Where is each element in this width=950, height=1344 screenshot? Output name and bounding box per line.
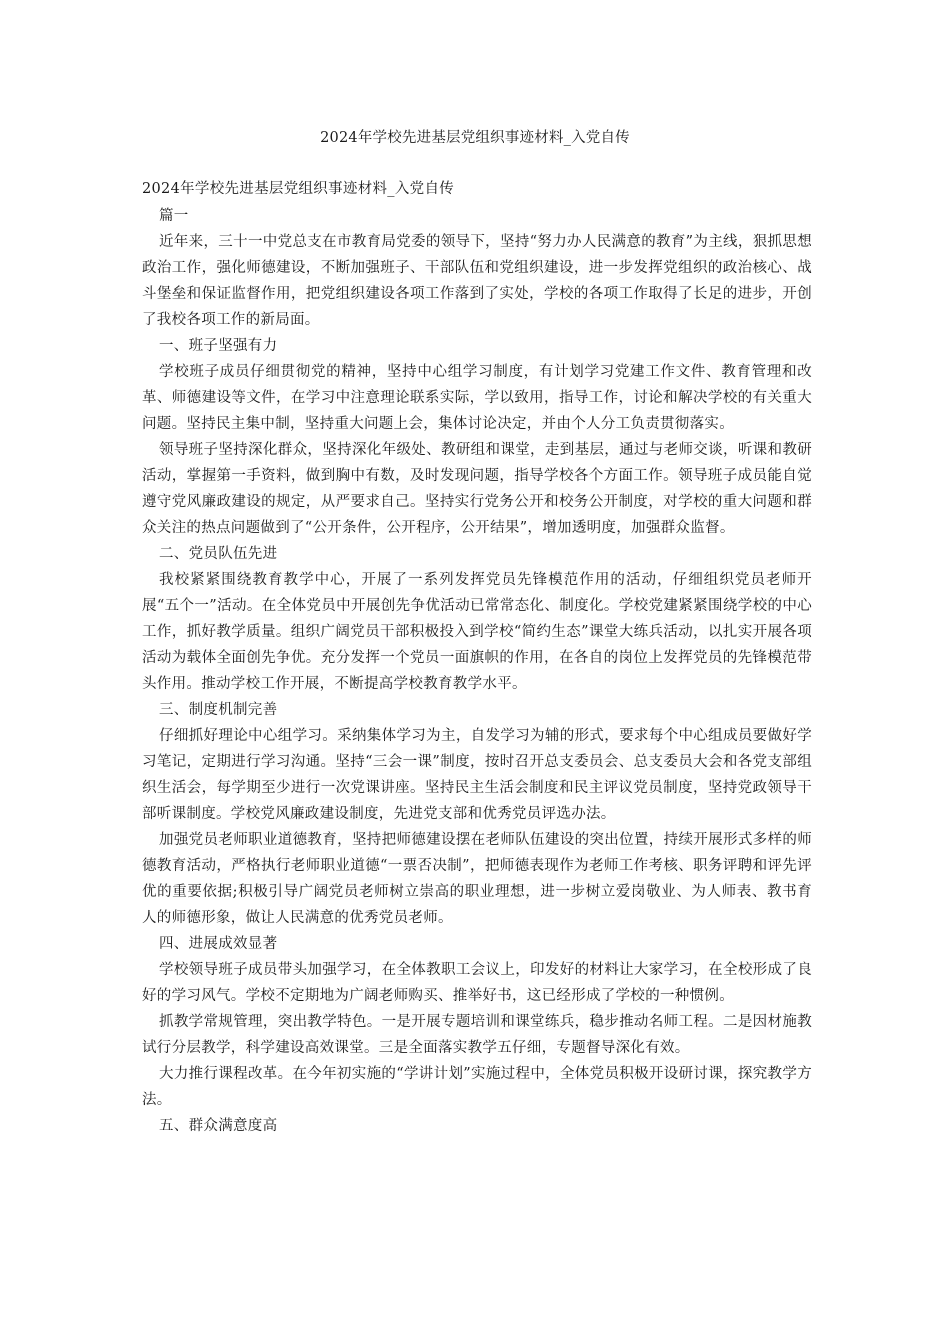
paragraph: 抓教学常规管理，突出教学特色。一是开展专题培训和课堂练兵，稳步推动名师工程。二是因材施教试行分层教学，科学建设高效课堂。三是全面落实教学五仔细，专题督导深化有效。 <box>142 1014 812 1056</box>
document-body <box>142 176 812 1139</box>
paragraph: 我校紧紧围绕教育教学中心，开展了一系列发挥党员先锋模范作用的活动，仔细组织党员老师开展“五个一”活动。在全体党员中开展创先争优活动已常常态化、制度化。学校党建紧紧围绕学校的中心工作，抓好教学质量。组织广阔党员干部积极投入到学校“简约生态”课堂大练兵活动，以扎实开展各项活动为载体全面创先争优。充分发挥一个党员一面旗帜的作用，在各自的岗位上发挥党员的先锋模范带头作用。推动学校工作开展，不断提高学校教育教学水平。 <box>142 572 812 692</box>
paragraph: 领导班子坚持深化群众，坚持深化年级处、教研组和课堂，走到基层，通过与老师交谈，听课和教研活动，掌握第一手资料，做到胸中有数，及时发现问题，指导学校各个方面工作。领导班子成员能自觉遵守党风廉政建设的规定，从严要求自己。坚持实行党务公开和校务公开制度，对学校的重大问题和群众关注的热点问题做到了“公开条件，公开程序，公开结果”，增加透明度，加强群众监督。 <box>142 442 812 536</box>
paragraph: 学校领导班子成员带头加强学习，在全体教职工会议上，印发好的材料让大家学习，在全校形成了良好的学习风气。学校不定期地为广阔老师购买、推举好书，这已经形成了学校的一种惯例。 <box>142 962 812 1004</box>
section-heading-3: 三、制度机制完善 <box>159 702 278 718</box>
paragraph: 大力推行课程改革。在今年初实施的“学讲计划”实施过程中，全体党员积极开设研讨课，探究教学方法。 <box>142 1066 812 1108</box>
section-heading-2: 二、党员队伍先进 <box>159 546 278 562</box>
paragraph: 学校班子成员仔细贯彻党的精神，坚持中心组学习制度，有计划学习党建工作文件、教育管理和改革、师德建设等文件，在学习中注意理论联系实际，学以致用，指导工作，讨论和解决学校的有关重大问题。坚持民主集中制，坚持重大问题上会，集体讨论决定，并由个人分工负责贯彻落实。 <box>142 364 812 432</box>
part-label: 篇一 <box>159 208 189 224</box>
paragraph-intro: 近年来，三十一中党总支在市教育局党委的领导下，坚持“努力办人民满意的教育”为主线，狠抓思想政治工作，强化师德建设，不断加强班子、干部队伍和党组织建设，进一步发挥党组织的政治核心、战斗堡垒和保证监督作用，把党组织建设各项工作落到了实处，学校的各项工作取得了长足的进步，开创了我校各项工作的新局面。 <box>142 234 812 328</box>
section-heading-1: 一、班子坚强有力 <box>159 338 278 354</box>
section-heading-4: 四、进展成效显著 <box>159 936 278 952</box>
paragraph: 仔细抓好理论中心组学习。采纳集体学习为主，自发学习为辅的形式，要求每个中心组成员要做好学习笔记，定期进行学习沟通。坚持“三会一课”制度，按时召开总支委员会、总支委员大会和各党支部组织生活会，每学期至少进行一次党课讲座。坚持民主生活会制度和民主评议党员制度，坚持党政领导干部听课制度。学校党风廉政建设制度，先进党支部和优秀党员评选办法。 <box>142 728 812 822</box>
document-subtitle: 2024年学校先进基层党组织事迹材料_入党自传 <box>142 181 455 197</box>
document-title: 2024年学校先进基层党组织事迹材料_入党自传 <box>320 130 630 146</box>
section-heading-5: 五、群众满意度高 <box>159 1118 278 1134</box>
paragraph: 加强党员老师职业道德教育，坚持把师德建设摆在老师队伍建设的突出位置，持续开展形式多样的师德教育活动，严格执行老师职业道德“一票否决制”，把师德表现作为老师工作考核、职务评聘和评先评优的重要依据;积极引导广阔党员老师树立崇高的职业理想，进一步树立爱岗敬业、为人师表、教书育人的师德形象，做让人民满意的优秀党员老师。 <box>142 832 812 926</box>
